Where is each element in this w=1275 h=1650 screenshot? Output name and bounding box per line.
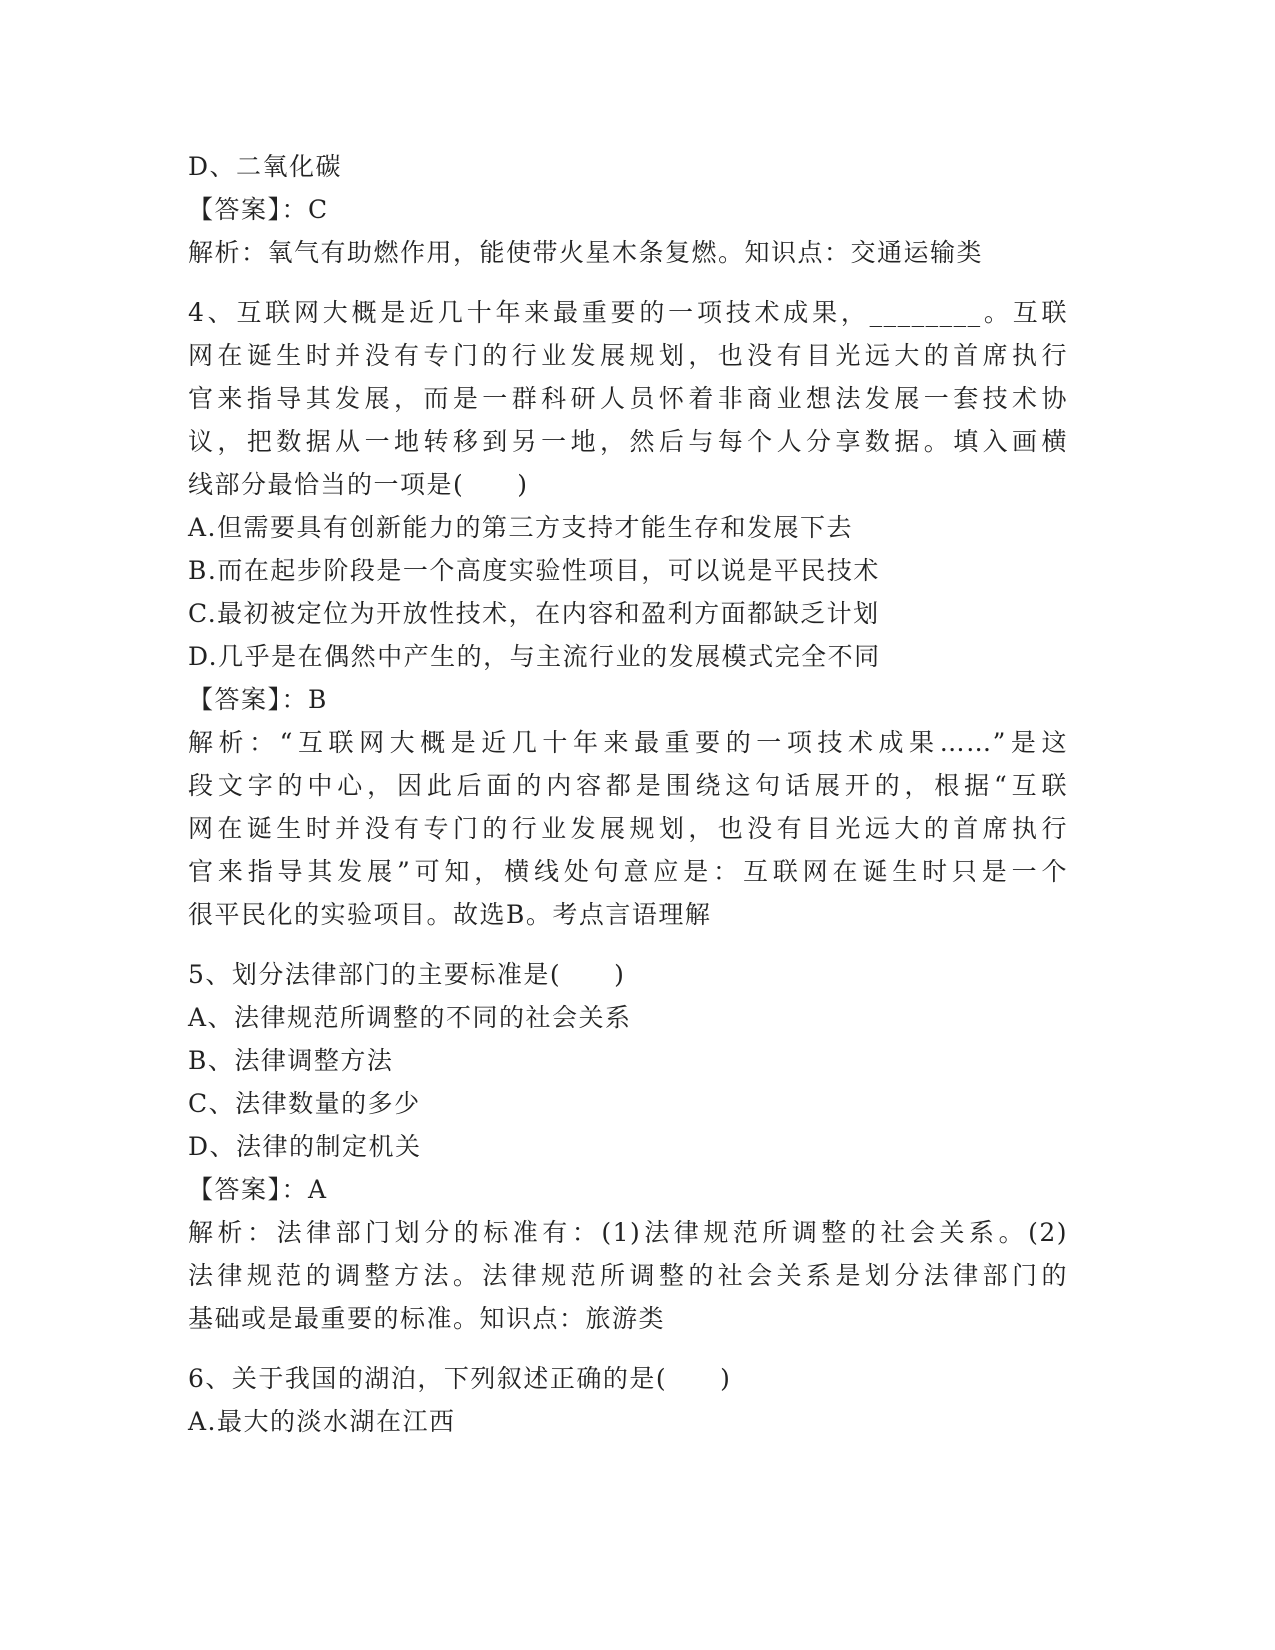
- q4-answer: 【答案】：B: [188, 685, 328, 714]
- question-4-section: [188, 291, 1068, 936]
- q3-answer: 【答案】：C: [188, 195, 329, 224]
- q3-analysis: 解析：氧气有助燃作用，能使带火星木条复燃。知识点：交通运输类: [188, 238, 984, 267]
- q4-option-b: B.而在起步阶段是一个高度实验性项目，可以说是平民技术: [188, 556, 880, 585]
- q4-analysis-line: 官来指导其发展”可知，横线处句意应是：互联网在诞生时只是一个: [188, 857, 1068, 886]
- q6-option-a: A.最大的淡水湖在江西: [188, 1407, 456, 1436]
- q4-analysis-line: 解析：“互联网大概是近几十年来最重要的一项技术成果……”是这: [188, 728, 1068, 757]
- q4-option-d: D.几乎是在偶然中产生的，与主流行业的发展模式完全不同: [188, 642, 881, 671]
- q4-analysis-line: 网在诞生时并没有专门的行业发展规划，也没有目光远大的首席执行: [188, 814, 1068, 843]
- q3-option-d: D、二氧化碳: [188, 152, 343, 181]
- q5-option-c: C、法律数量的多少: [188, 1089, 421, 1118]
- q4-stem-line: 议，把数据从一地转移到另一地，然后与每个人分享数据。填入画横: [188, 427, 1068, 456]
- q4-analysis-line: 很平民化的实验项目。故选B。考点言语理解: [188, 900, 712, 929]
- q5-analysis-line: 法律规范的调整方法。法律规范所调整的社会关系是划分法律部门的: [188, 1261, 1068, 1290]
- section-gap: [188, 936, 1068, 953]
- q5-analysis-line: 解析：法律部门划分的标准有：(1)法律规范所调整的社会关系。(2): [188, 1218, 1068, 1247]
- section-gap: [188, 274, 1068, 291]
- q6-stem: 6、关于我国的湖泊，下列叙述正确的是( ): [188, 1364, 732, 1393]
- q4-stem-line: 网在诞生时并没有专门的行业发展规划，也没有目光远大的首席执行: [188, 341, 1068, 370]
- q5-option-d: D、法律的制定机关: [188, 1132, 422, 1161]
- q5-option-a: A、法律规范所调整的不同的社会关系: [188, 1003, 632, 1032]
- question-3-section: [188, 145, 1068, 274]
- q4-option-c: C.最初被定位为开放性技术，在内容和盈利方面都缺乏计划: [188, 599, 880, 628]
- q5-analysis-line: 基础或是最重要的标准。知识点：旅游类: [188, 1304, 666, 1333]
- question-5-section: [188, 953, 1068, 1340]
- q4-analysis-line: 段文字的中心，因此后面的内容都是围绕这句话展开的，根据“互联: [188, 771, 1068, 800]
- q4-stem-line: 官来指导其发展，而是一群科研人员怀着非商业想法发展一套技术协: [188, 384, 1068, 413]
- section-gap: [188, 1340, 1068, 1357]
- q5-option-b: B、法律调整方法: [188, 1046, 394, 1075]
- question-6-section: [188, 1357, 1068, 1443]
- q5-answer: 【答案】：A: [188, 1175, 328, 1204]
- q4-option-a: A.但需要具有创新能力的第三方支持才能生存和发展下去: [188, 513, 854, 542]
- q4-stem-line: 线部分最恰当的一项是( ): [188, 470, 529, 499]
- q4-stem-line: 4、互联网大概是近几十年来最重要的一项技术成果，________。互联: [188, 298, 1068, 327]
- document-page: [188, 145, 1068, 1443]
- q5-stem: 5、划分法律部门的主要标准是( ): [188, 960, 626, 989]
